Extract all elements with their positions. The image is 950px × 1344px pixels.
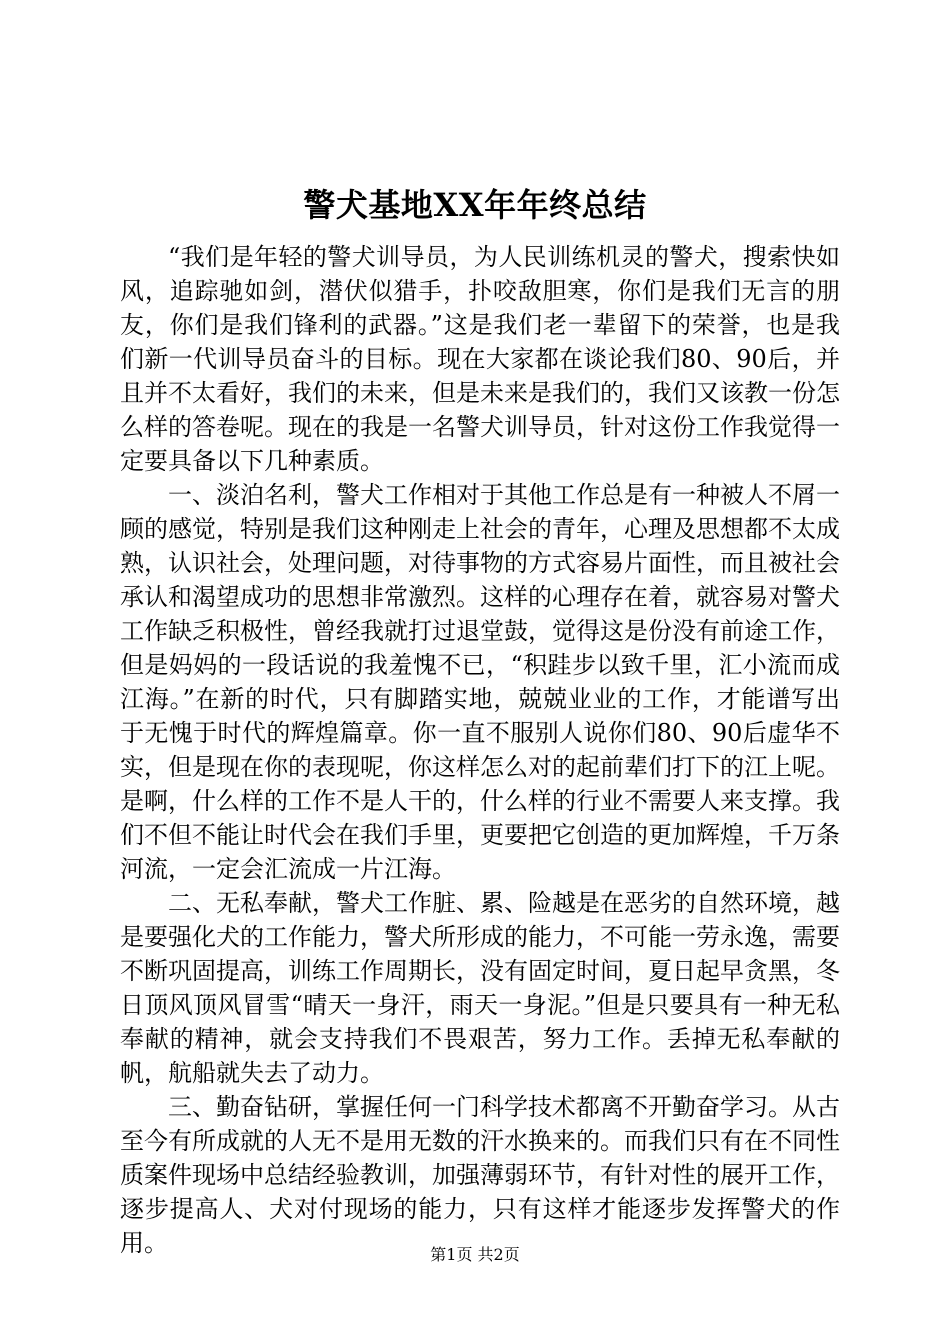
paragraph-point-three: 三、勤奋钻研，掌握任何一门科学技术都离不开勤奋学习。从古至今有所成就的人无不是用无数的汗水换来的。而我们只有在不同性质案件现场中总结经验教训，加强薄弱环节，有针对性的展开工作，逐步提高人、犬对付现场的能力，只有这样才能逐步发挥警犬的作用。 (120, 1093, 840, 1257)
document-body (120, 240, 840, 1260)
paragraph-point-two: 二、无私奉献，警犬工作脏、累、险越是在恶劣的自然环境，越是要强化犬的工作能力，警犬所形成的能力，不可能一劳永逸，需要不断巩固提高，训练工作周期长，没有固定时间，夏日起早贪黑，冬日顶风顶风冒雪“晴天一身汗，雨天一身泥。”但是只要具有一种无私奉献的精神，就会支持我们不畏艰苦，努力工作。丢掉无私奉献的帆，航船就失去了动力。 (120, 889, 840, 1087)
page-number-footer: 第1页 共2页 (430, 1245, 520, 1264)
document-title: 警犬基地XX年年终总结 (303, 186, 647, 224)
paragraph-point-one: 一、淡泊名利，警犬工作相对于其他工作总是有一种被人不屑一顾的感觉，特别是我们这种刚走上社会的青年，心理及思想都不太成熟，认识社会，处理问题，对待事物的方式容易片面性，而且被社会承认和渴望成功的思想非常激烈。这样的心理存在着，就容易对警犬工作缺乏积极性，曾经我就打过退堂鼓，觉得这是份没有前途工作，但是妈妈的一段话说的我羞愧不已，“积跬步以致千里，汇小流而成江海。”在新的时代，只有脚踏实地，兢兢业业的工作，才能谱写出于无愧于时代的辉煌篇章。你一直不服别人说你们80、90后虚华不实，但是现在你的表现呢，你这样怎么对的起前辈们打下的江上呢。是啊，什么样的工作不是人干的，什么样的行业不需要人来支撑。我们不但不能让时代会在我们手里，更要把它创造的更加辉煌，千万条河流，一定会汇流成一片江海。 (120, 481, 840, 883)
paragraph-intro: “我们是年轻的警犬训导员，为人民训练机灵的警犬，搜索快如风，追踪驰如剑，潜伏似猎手，扑咬敌胆寒，你们是我们无言的朋友，你们是我们锋利的武器。”这是我们老一辈留下的荣誉，也是我们新一代训导员奋斗的目标。现在大家都在谈论我们80、90后，并且并不太看好，我们的未来，但是未来是我们的，我们又该教一份怎么样的答卷呢。现在的我是一名警犬训导员，针对这份工作我觉得一定要具备以下几种素质。 (120, 243, 840, 475)
